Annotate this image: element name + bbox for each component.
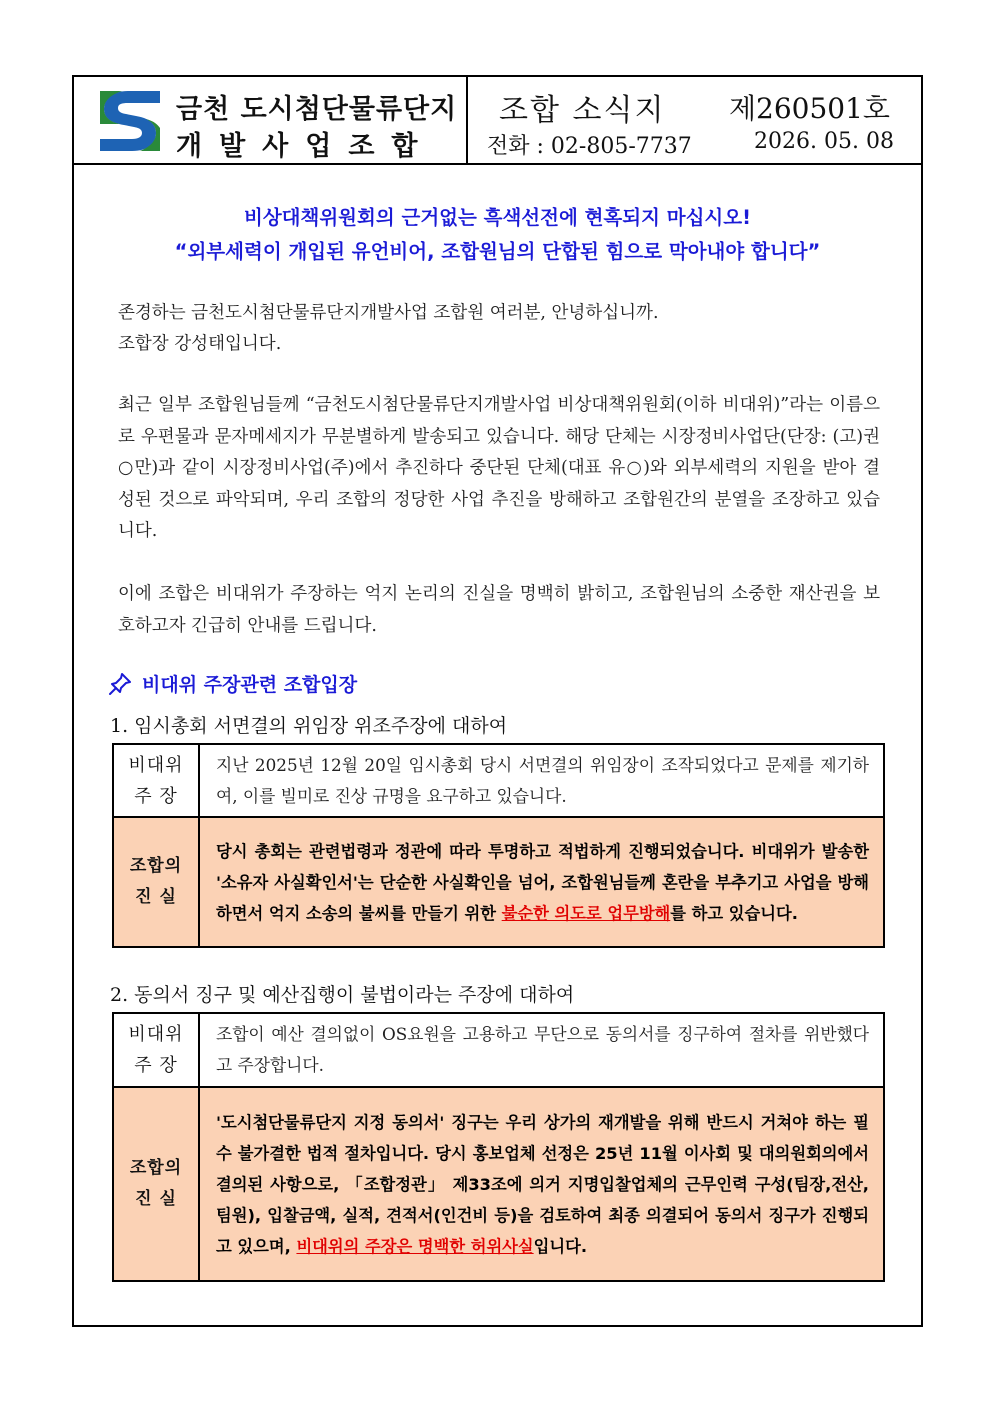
- claim-label-line2: 주 장: [134, 785, 178, 807]
- item2-heading: 2. 동의서 징구 및 예산집행이 불법이라는 주장에 대하여: [110, 984, 575, 1006]
- phone-number: 전화 : 02-805-7737: [487, 134, 692, 159]
- truth-text: [199, 817, 884, 947]
- truth-body: 당시 총회는 관련법령과 정관에 따라 투명하고 적법하게 진행되었습니다. 비대위가 발송한 '소유자 사실확인서'는 단순한 사실확인을 넘어, 조합원님들께 혼란을 부추기고 사업을 방해하면서 억지 소송의 불씨를 만들기 위한: [216, 841, 869, 923]
- claim-label: [113, 744, 199, 817]
- truth-text: [199, 1087, 884, 1281]
- item2-table: [112, 1012, 885, 1282]
- truth-tail: 입니다.: [533, 1236, 588, 1256]
- greeting-text: 존경하는 금천도시첨단물류단지개발사업 조합원 여러분, 안녕하십니까.: [118, 303, 659, 323]
- newsletter-title: 조합 소식지: [499, 93, 666, 128]
- section-title: 비대위 주장관련 조합입장: [142, 674, 358, 696]
- truth-label-line2: 진 실: [135, 1189, 177, 1209]
- issue-date: 2026. 05. 08: [754, 129, 894, 154]
- claim-text: 지난 2025년 12월 20일 임시총회 당시 서면결의 위임장이 조작되었다고 문제를 제기하여, 이를 빌미로 진상 규명을 요구하고 있습니다.: [199, 744, 884, 817]
- truth-label-line1: 조합의: [129, 1158, 183, 1178]
- headline-line1: 비상대책위원회의 근거없는 흑색선전에 현혹되지 마십시오!: [244, 206, 751, 229]
- item1-table: [112, 743, 885, 948]
- claim-label: [113, 1013, 199, 1087]
- truth-label: [113, 817, 199, 947]
- truth-body: '도시첨단물류단지 지정 동의서' 징구는 우리 상가의 재개발을 위해 반드시 거쳐야 하는 필수 불가결한 법적 절차입니다. 당시 홍보업체 선정은 25년 11월 이사회 및 대의원회의에서 결의된 사항으로, 「조합정관」 제33조에 의거 지명입찰업체의 근무인력 구성(팀장,전산,팀원), 입찰금액, 실적, 견적서(인건비 등)을 검토하여 최종 의결되어 동의서 징구가 진행되고 있으며,: [216, 1112, 869, 1256]
- truth-highlight: 불순한 의도로 업무방해: [501, 903, 671, 923]
- org-name-line2: 개발사업조합: [176, 131, 435, 162]
- pushpin-icon: [108, 672, 132, 696]
- claim-row: [113, 744, 884, 817]
- truth-highlight: 비대위의 주장은 명백한 허위사실: [296, 1236, 534, 1256]
- item1-heading: 1. 임시총회 서면결의 위임장 위조주장에 대하여: [110, 715, 508, 737]
- claim-text: 조합이 예산 결의없이 OS요원을 고용하고 무단으로 동의서를 징구하여 절차를 위반했다고 주장합니다.: [199, 1013, 884, 1087]
- claim-label-line2: 주 장: [134, 1055, 178, 1076]
- truth-label-line1: 조합의: [129, 856, 183, 876]
- issue-number: 제260501호: [729, 92, 890, 125]
- intro-paragraph: 최근 일부 조합원님들께 “금천도시첨단물류단지개발사업 비상대책위원회(이하 비대위)”라는 이름으로 우편물과 문자메세지가 무분별하게 발송되고 있습니다. 해당 단체는 시장정비사업단(단장: (고)권○만)과 같이 시장정비사업(주)에서 추진하다 중단된 단체(대표 유○)와 외부세력의 지원을 받아 결성된 것으로 파악되며, 우리 조합의 정당한 사업 추진을 방해하고 조합원간의 분열을 조장하고 있습니다.: [118, 395, 880, 541]
- truth-row: [113, 1087, 884, 1281]
- section-heading: [108, 670, 357, 697]
- claim-label-line1: 비대위: [128, 1024, 184, 1045]
- truth-tail: 를 하고 있습니다.: [670, 903, 798, 923]
- org-name-line1: 금천 도시첨단물류단지: [176, 94, 458, 125]
- newsletter-frame: [72, 75, 923, 1327]
- purpose-paragraph: 이에 조합은 비대위가 주장하는 억지 논리의 진실을 명백히 밝히고, 조합원님의 소중한 재산권을 보호하고자 긴급히 안내를 드립니다.: [118, 584, 880, 636]
- headline-line2: “외부세력이 개입된 유언비어, 조합원님의 단합된 힘으로 막아내야 합니다”: [174, 240, 821, 263]
- truth-row: [113, 817, 884, 947]
- newsletter-header: [74, 77, 921, 165]
- truth-label: [113, 1087, 199, 1281]
- union-logo-icon: [98, 87, 162, 155]
- self-intro-text: 조합장 강성태입니다.: [118, 334, 282, 354]
- claim-label-line1: 비대위: [128, 754, 184, 776]
- truth-label-line2: 진 실: [135, 887, 177, 907]
- header-divider: [466, 77, 468, 163]
- claim-row: [113, 1013, 884, 1087]
